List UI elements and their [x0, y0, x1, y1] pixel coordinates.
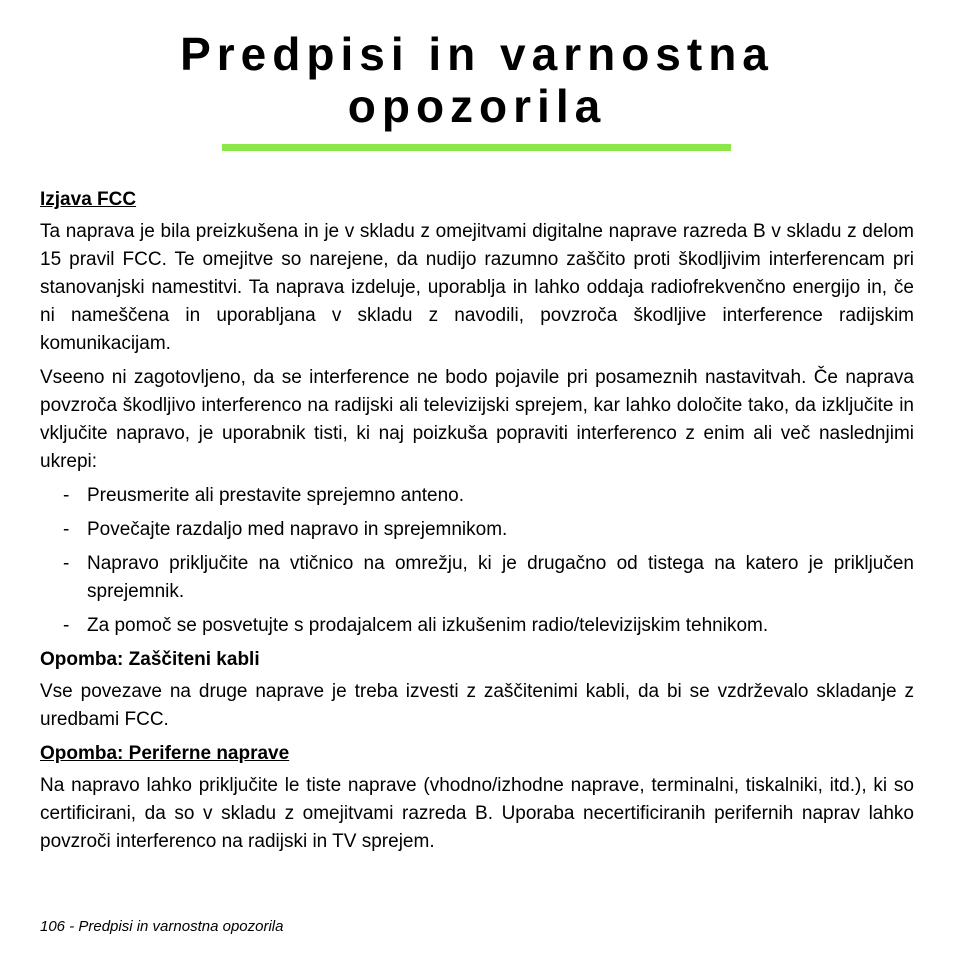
bullet-dash: -: [63, 553, 70, 574]
list-item: [40, 612, 914, 640]
shielded-cables-paragraph: Vse povezave na druge naprave je treba izvesti z zaščitenimi kabli, da bi se vzdrževalo skladanje z uredbami FCC.: [40, 681, 914, 730]
fcc-paragraph-2: Vseeno ni zagotovljeno, da se interference ne bodo pojavile pri posameznih nastavitvah. Če naprava povzroča škodljivo interferenco na radijski ali televizijski sprejem, kar lahko določite tako, da izključite in vključite napravo, je uporabnik tisti, ki naj poizkuša popraviti interferenco z enim ali več naslednjimi ukrepi:: [40, 367, 914, 472]
list-item-text: Povečajte razdaljo med napravo in sprejemnikom.: [87, 519, 508, 540]
document-body: [40, 186, 914, 862]
fcc-measures-list: [40, 482, 914, 640]
list-item-text: Napravo priključite na vtičnico na omrežju, ki je drugačno od tistega na katero je priključen sprejemnik.: [87, 553, 914, 602]
page-title-line-2: opozorila: [347, 80, 607, 132]
list-item: [40, 550, 914, 606]
title-accent-rule: [222, 144, 731, 151]
list-item-text: Preusmerite ali prestavite sprejemno anteno.: [87, 485, 465, 506]
peripherals-heading: Opomba: Periferne naprave: [40, 743, 290, 764]
list-item: [40, 482, 914, 510]
list-item: [40, 516, 914, 544]
page-footer: 106 - Predpisi in varnostna opozorila: [40, 918, 284, 935]
fcc-paragraph-1: Ta naprava je bila preizkušena in je v skladu z omejitvami digitalne naprave razreda B v skladu z delom 15 pravil FCC. Te omejitve so narejene, da nudijo razumno zaščito proti škodljivim interferencam pri stanovanjski namestitvi. Ta naprava izdeluje, uporablja in lahko oddaja radiofrekvenčno energijo in, če ni nameščena in uporabljana v skladu z navodili, povzroča škodljive interference radijskim komunikacijam.: [40, 221, 914, 354]
bullet-dash: -: [63, 519, 70, 540]
bullet-dash: -: [63, 485, 70, 506]
peripherals-paragraph: Na napravo lahko priključite le tiste naprave (vhodno/izhodne naprave, terminalni, tiskalniki, itd.), ki so certificirani, da so v skladu z omejitvami razreda B. Uporaba necertificiranih perifernih naprav lahko povzroči interferenco na radijski in TV sprejem.: [40, 775, 914, 852]
fcc-heading: Izjava FCC: [40, 189, 137, 210]
list-item-text: Za pomoč se posvetujte s prodajalcem ali izkušenim radio/televizijskim tehnikom.: [87, 615, 769, 636]
shielded-cables-heading: Opomba: Zaščiteni kabli: [40, 649, 260, 670]
page-title: [0, 28, 954, 132]
bullet-dash: -: [63, 615, 70, 636]
page-title-line-1: Predpisi in varnostna: [180, 28, 774, 80]
